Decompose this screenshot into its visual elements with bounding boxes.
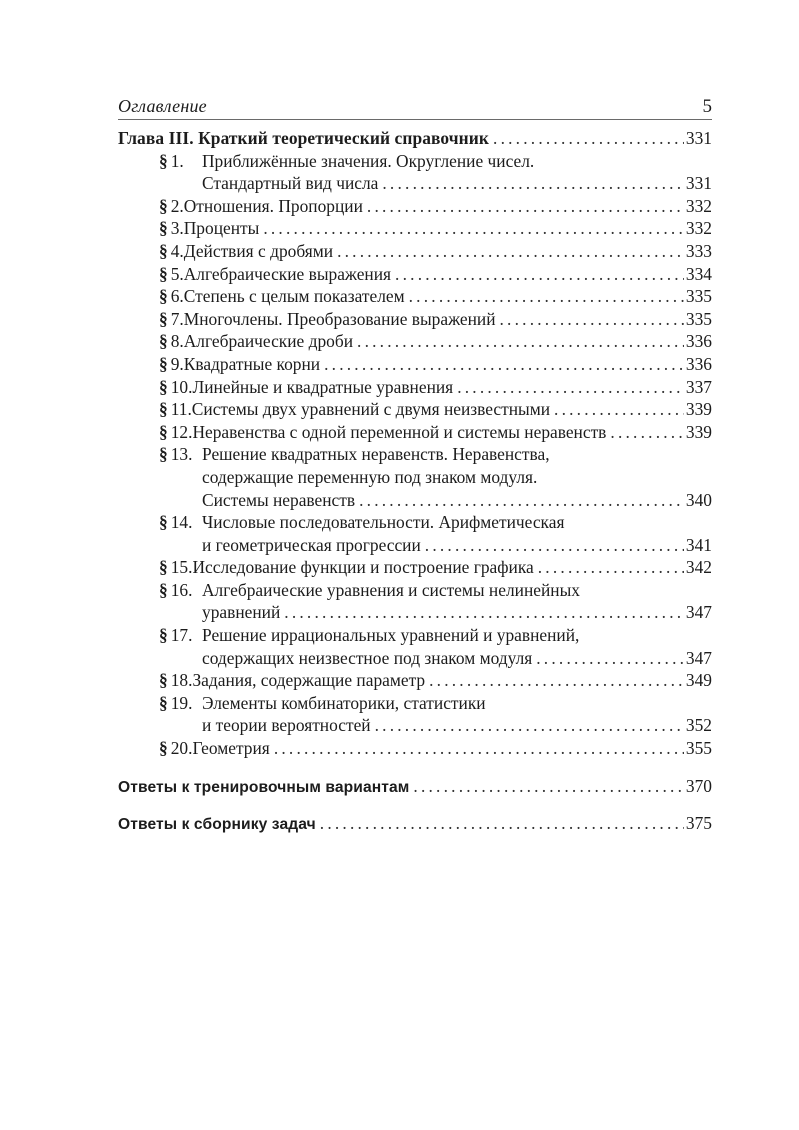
section-number [159, 195, 184, 218]
leader-dots [367, 195, 684, 218]
toc-section-entry[interactable] [118, 443, 712, 511]
section-title: Геометрия [192, 738, 270, 759]
section-title: Решение квадратных неравенств. Неравенства, [202, 444, 550, 465]
leader-dots [536, 647, 684, 670]
chapter-title: Глава III. Краткий теоретический справочник [118, 128, 490, 148]
section-number [159, 669, 192, 692]
section-num: 17. [170, 625, 193, 646]
section-line [118, 624, 712, 647]
section-number [159, 692, 202, 715]
section-symbol: § [159, 738, 168, 759]
section-title: Числовые последовательности. Арифметическая [202, 512, 565, 533]
section-line [118, 195, 712, 218]
section-page: 335 [685, 308, 712, 329]
section-page: 349 [685, 670, 712, 691]
section-symbol: § [159, 195, 168, 216]
leader-dots [429, 669, 684, 692]
leader-dots [274, 737, 684, 760]
section-continuation-line [118, 714, 712, 737]
section-num: 18. [170, 670, 193, 691]
section-num: 19. [170, 692, 193, 713]
section-page: 340 [685, 489, 712, 510]
section-num: 7. [170, 308, 184, 329]
section-page: 347 [685, 602, 712, 623]
leader-dots [413, 775, 684, 798]
section-title: Элементы комбинаторики, статистики [202, 692, 486, 713]
section-title: и геометрическая прогрессии [202, 534, 421, 555]
section-line [118, 443, 712, 466]
section-symbol: § [159, 353, 168, 374]
leader-dots [320, 812, 684, 835]
section-line [118, 511, 712, 534]
leader-dots [425, 534, 684, 557]
section-title: уравнений [202, 602, 281, 623]
section-symbol: § [159, 376, 168, 397]
toc-section-entry[interactable] [118, 421, 712, 444]
section-title: Проценты [183, 218, 260, 239]
section-title: Квадратные корни [183, 353, 321, 374]
section-symbol: § [159, 240, 168, 261]
section-page: 332 [685, 218, 712, 239]
section-number [159, 285, 184, 308]
section-symbol: § [159, 218, 168, 239]
section-title: Задания, содержащие параметр [192, 670, 426, 691]
section-line [118, 308, 712, 331]
section-title: Неравенства с одной переменной и системы неравенств [192, 421, 607, 442]
section-num: 9. [170, 353, 184, 374]
section-title: Алгебраические уравнения и системы нелинейных [202, 579, 580, 600]
toc-section-entry[interactable] [118, 737, 712, 760]
section-page: 332 [685, 195, 712, 216]
running-head [118, 94, 712, 120]
section-num: 16. [170, 579, 193, 600]
section-symbol: § [159, 421, 168, 442]
section-continuation-line [118, 466, 712, 489]
toc-answers-problems[interactable] [118, 812, 712, 835]
section-page: 337 [685, 376, 712, 397]
toc-section-entry[interactable] [118, 240, 712, 263]
toc-section-entry[interactable] [118, 376, 712, 399]
toc-section-entry[interactable] [118, 217, 712, 240]
section-page: 341 [685, 534, 712, 555]
section-title: Многочлены. Преобразование выражений [183, 308, 496, 329]
section-page: 333 [685, 240, 712, 261]
answers-title: Ответы к тренировочным вариантам [118, 778, 410, 796]
section-title: Степень с целым показателем [183, 286, 405, 307]
section-page: 347 [685, 647, 712, 668]
answers-title: Ответы к сборнику задач [118, 816, 316, 834]
section-page: 339 [685, 399, 712, 420]
section-num: 2. [170, 195, 184, 216]
section-symbol: § [159, 670, 168, 691]
section-title: Алгебраические дроби [183, 331, 354, 352]
section-num: 20. [170, 738, 193, 759]
section-num: 10. [170, 376, 193, 397]
section-title: Действия с дробями [183, 240, 334, 261]
section-num: 12. [170, 421, 193, 442]
section-page: 352 [685, 715, 712, 736]
section-title: Отношения. Пропорции [183, 195, 363, 216]
section-number [159, 421, 192, 444]
section-continuation-line [118, 534, 712, 557]
section-line [118, 240, 712, 263]
section-number [159, 579, 202, 602]
chapter-page: 331 [685, 128, 712, 148]
section-continuation-line [118, 647, 712, 670]
section-page: 355 [685, 738, 712, 759]
section-num: 4. [170, 240, 184, 261]
section-number [159, 308, 184, 331]
section-num: 3. [170, 218, 184, 239]
section-symbol: § [159, 579, 168, 600]
section-title: Алгебраические выражения [183, 263, 392, 284]
section-symbol: § [159, 308, 168, 329]
leader-dots [500, 308, 684, 331]
section-num: 13. [170, 444, 193, 465]
section-page: 335 [685, 286, 712, 307]
running-head-title: Оглавление [118, 96, 207, 116]
section-line [118, 353, 712, 376]
section-line [118, 669, 712, 692]
section-line [118, 217, 712, 240]
section-number [159, 376, 192, 399]
toc-section-entry[interactable] [118, 285, 712, 308]
toc-section-entry[interactable] [118, 692, 712, 737]
leader-dots [284, 601, 684, 624]
section-number [159, 353, 184, 376]
section-continuation-line [118, 172, 712, 195]
section-line [118, 737, 712, 760]
section-number [159, 556, 192, 579]
toc-section-entry[interactable] [118, 195, 712, 218]
section-line [118, 285, 712, 308]
toc-page [118, 94, 712, 835]
page-number: 5 [702, 96, 712, 117]
section-page: 342 [685, 557, 712, 578]
section-symbol: § [159, 286, 168, 307]
section-title: Системы неравенств [202, 489, 356, 510]
section-number [159, 240, 184, 263]
section-line [118, 692, 712, 715]
section-title: содержащих неизвестное под знаком модуля [202, 647, 533, 668]
toc-section-entry[interactable] [118, 353, 712, 376]
leader-dots [538, 556, 684, 579]
section-symbol: § [159, 331, 168, 352]
leader-dots [382, 172, 684, 195]
section-num: 8. [170, 331, 184, 352]
section-continuation-line [118, 601, 712, 624]
leader-dots [375, 714, 684, 737]
section-number [159, 511, 202, 534]
leader-dots [359, 489, 684, 512]
section-symbol: § [159, 692, 168, 713]
section-line [118, 421, 712, 444]
answers-page: 375 [685, 813, 712, 834]
leader-dots [337, 240, 684, 263]
section-number [159, 398, 192, 421]
leader-dots [554, 398, 684, 421]
answers-page: 370 [685, 775, 712, 796]
toc-chapter-entry[interactable] [118, 127, 712, 150]
section-list [118, 150, 712, 760]
section-num: 14. [170, 512, 193, 533]
section-page: 331 [685, 173, 712, 194]
leader-dots [357, 330, 684, 353]
toc-section-entry[interactable] [118, 624, 712, 669]
section-symbol: § [159, 512, 168, 533]
section-symbol: § [159, 150, 168, 171]
leader-dots [263, 217, 684, 240]
section-title: и теории вероятностей [202, 715, 371, 736]
leader-dots [493, 127, 684, 150]
section-page: 336 [685, 353, 712, 374]
toc-section-entry[interactable] [118, 669, 712, 692]
section-num: 1. [170, 150, 184, 171]
section-num: 11. [170, 399, 192, 420]
toc-section-entry[interactable] [118, 579, 712, 624]
leader-dots [395, 263, 684, 286]
section-num: 15. [170, 557, 193, 578]
section-number [159, 624, 202, 647]
section-line [118, 579, 712, 602]
section-number [159, 330, 184, 353]
section-continuation-line [118, 489, 712, 512]
section-symbol: § [159, 399, 168, 420]
section-symbol: § [159, 625, 168, 646]
section-page: 336 [685, 331, 712, 352]
leader-dots [409, 285, 684, 308]
section-title: Линейные и квадратные уравнения [192, 376, 454, 397]
section-line [118, 398, 712, 421]
leader-dots [457, 376, 684, 399]
leader-dots [324, 353, 684, 376]
section-number [159, 150, 202, 173]
toc-section-entry[interactable] [118, 263, 712, 286]
section-symbol: § [159, 444, 168, 465]
table-of-contents [118, 127, 712, 835]
toc-section-entry[interactable] [118, 511, 712, 556]
section-page: 334 [685, 263, 712, 284]
section-line [118, 376, 712, 399]
toc-section-entry[interactable] [118, 308, 712, 331]
toc-section-entry[interactable] [118, 556, 712, 579]
section-title: Решение иррациональных уравнений и уравнений, [202, 625, 580, 646]
section-title: Системы двух уравнений с двумя неизвестными [191, 399, 551, 420]
section-title: Исследование функции и построение графика [192, 557, 534, 578]
section-title: Стандартный вид числа [202, 173, 379, 194]
spacer [118, 797, 712, 812]
section-symbol: § [159, 263, 168, 284]
toc-answers-training[interactable] [118, 775, 712, 798]
section-symbol: § [159, 557, 168, 578]
section-line [118, 150, 712, 173]
section-line [118, 330, 712, 353]
section-title: содержащие переменную под знаком модуля. [202, 466, 538, 487]
section-line [118, 556, 712, 579]
section-page: 339 [685, 421, 712, 442]
leader-dots [610, 421, 684, 444]
section-number [159, 443, 202, 466]
section-num: 6. [170, 286, 184, 307]
spacer [118, 760, 712, 775]
section-number [159, 217, 184, 240]
toc-section-entry[interactable] [118, 330, 712, 353]
section-number [159, 263, 184, 286]
toc-section-entry[interactable] [118, 398, 712, 421]
section-num: 5. [170, 263, 184, 284]
toc-section-entry[interactable] [118, 150, 712, 195]
section-title: Приближённые значения. Округление чисел. [202, 150, 535, 171]
section-number [159, 737, 192, 760]
section-line [118, 263, 712, 286]
